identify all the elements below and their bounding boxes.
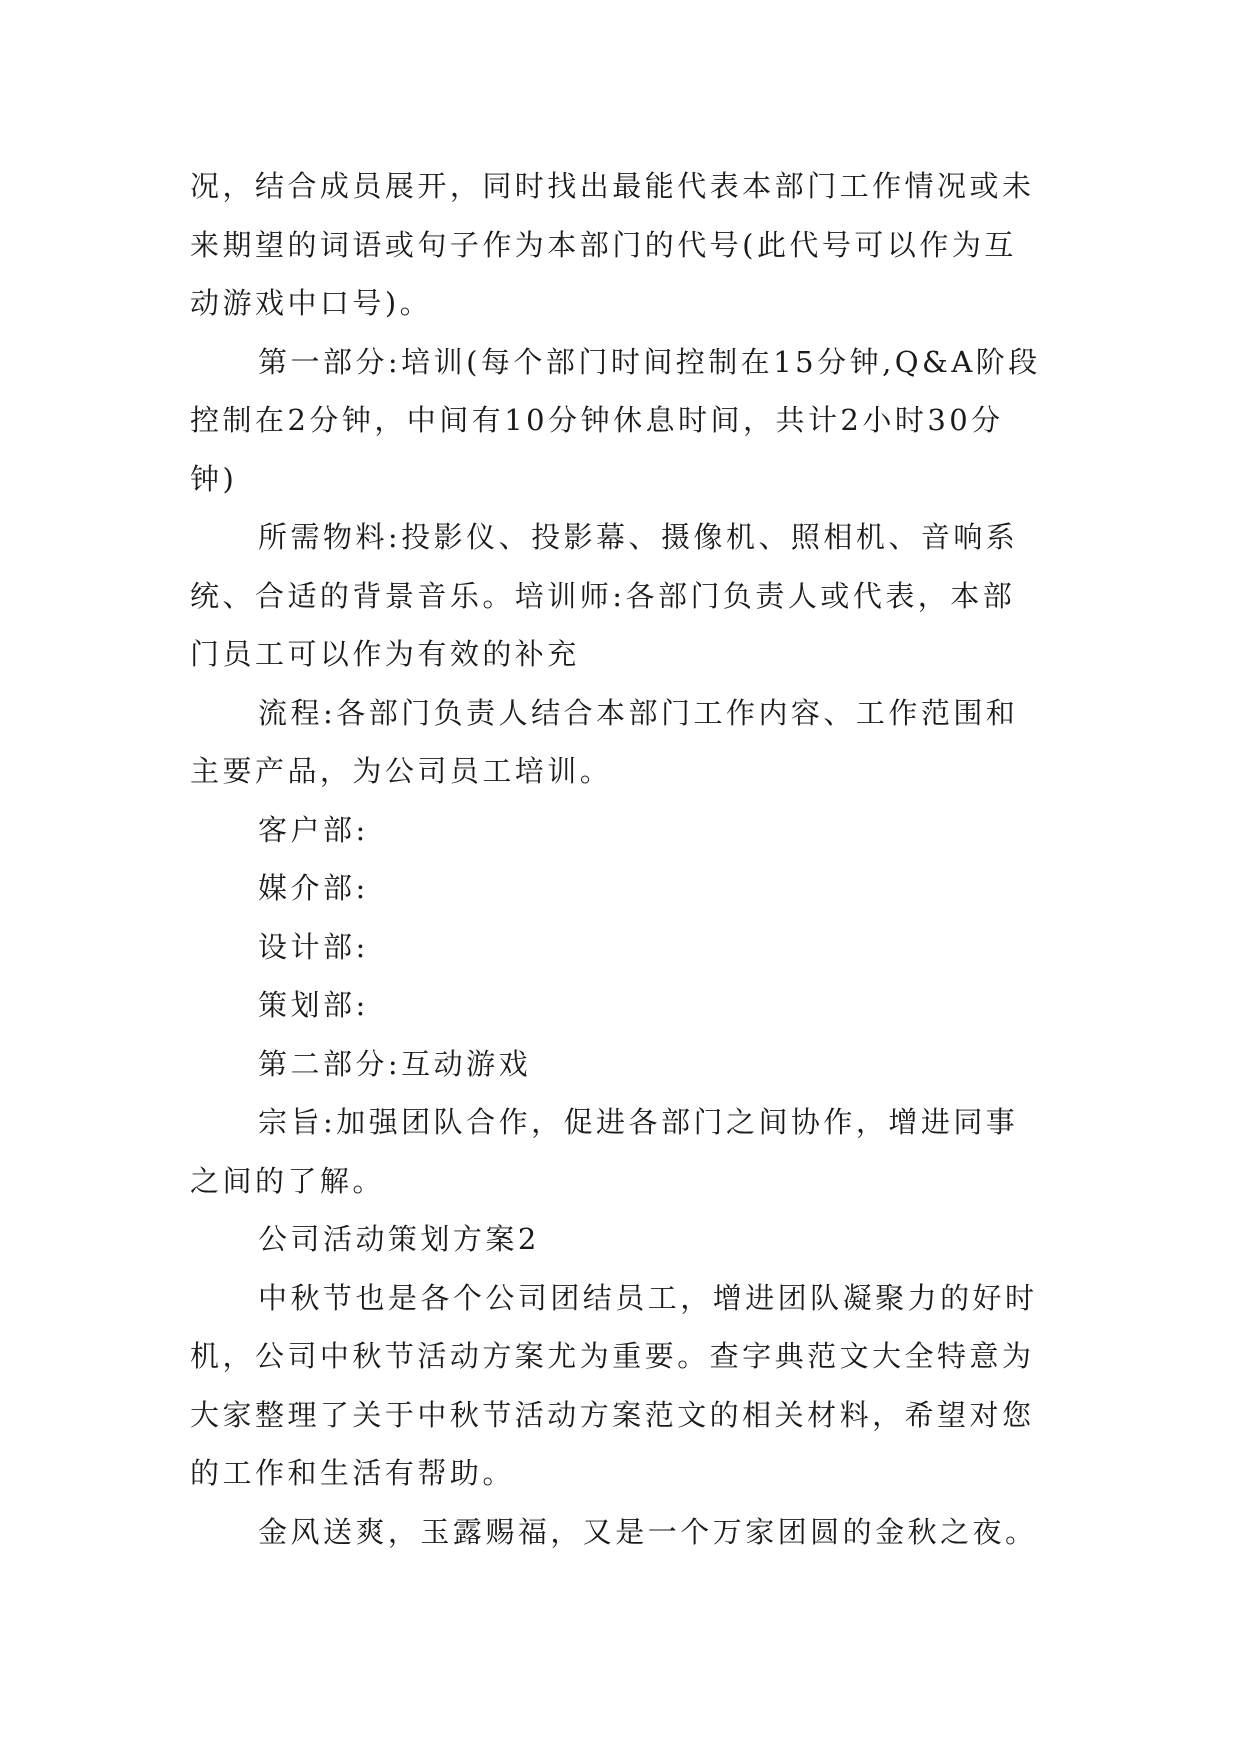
paragraph-start-line: 流程:各部门负责人结合本部门工作内容、工作范围和 [258,695,1019,730]
paragraph-start-line: 客户部: [258,812,369,847]
document-body [190,157,1080,1561]
paragraph-start-line: 中秋节也是各个公司团结员工，增进团队凝聚力的好时 [258,1280,1038,1315]
paragraph-line: 钟) [190,461,238,496]
paragraph-start-line: 策划部: [258,988,369,1022]
paragraph-line: 大家整理了关于中秋节活动方案范文的相关材料，希望对您 [190,1397,1035,1432]
paragraph-line: 门员工可以作为有效的补充 [190,637,580,671]
paragraph-line: 之间的了解。 [190,1163,385,1198]
paragraph-line: 动游戏中口号)。 [190,286,433,320]
paragraph-line: 机，公司中秋节活动方案尤为重要。查字典范文大全特意为 [190,1339,1035,1373]
paragraph-line: 主要产品，为公司员工培训。 [190,754,613,788]
paragraph-start-line: 金风送爽，玉露赐福，又是一个万家团圆的金秋之夜。 [258,1514,1038,1549]
paragraph-line: 来期望的词语或句子作为本部门的代号(此代号可以作为互 [190,227,1017,262]
paragraph-line: 的工作和生活有帮助。 [190,1456,515,1490]
paragraph-start-line: 公司活动策划方案2 [258,1222,540,1256]
paragraph-start-line: 所需物料:投影仪、投影幕、摄像机、照相机、音响系 [258,520,1019,554]
paragraph-start-line: 第一部分:培训(每个部门时间控制在15分钟,Q&A阶段 [258,344,1041,379]
paragraph-start-line: 宗旨:加强团队合作，促进各部门之间协作，增进同事 [258,1105,1019,1139]
paragraph-start-line: 媒介部: [258,871,369,905]
paragraph-start-line: 设计部: [258,929,369,964]
paragraph-line: 况，结合成员展开，同时找出最能代表本部门工作情况或未 [190,169,1035,203]
paragraph-start-line: 第二部分:互动游戏 [258,1046,532,1081]
paragraph-line: 控制在2分钟，中间有10分钟休息时间，共计2小时30分 [190,403,1004,437]
paragraph-line: 统、合适的背景音乐。培训师:各部门负责人或代表，本部 [190,578,1016,613]
